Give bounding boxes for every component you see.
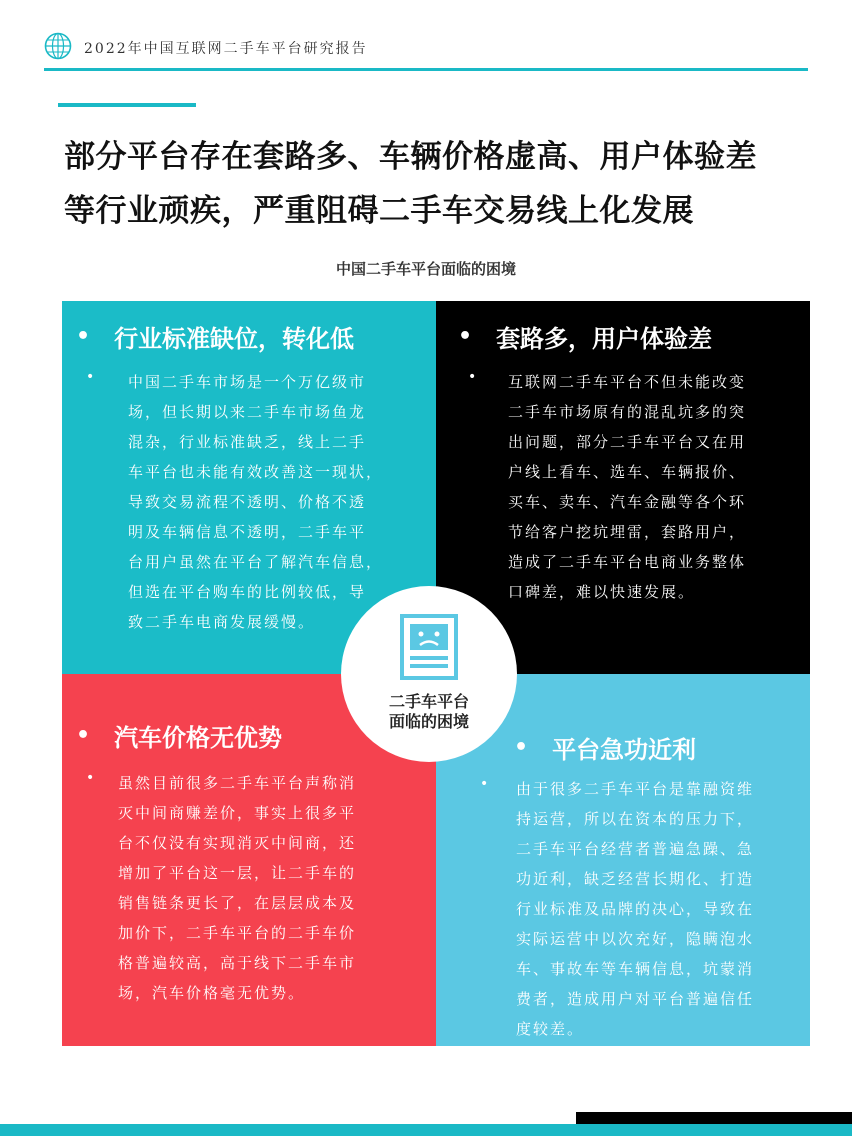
quadrant-title bbox=[514, 730, 696, 765]
body-line: 车平台也未能有效改善这一现状， bbox=[128, 463, 384, 481]
page-headline bbox=[64, 130, 804, 238]
body-line: 台不仅没有实现消灭中间商，还 bbox=[118, 834, 357, 852]
body-line: 明及车辆信息不透明，二手车平 bbox=[128, 523, 367, 541]
body-line: 场，但长期以来二手车市场鱼龙 bbox=[128, 403, 367, 421]
center-badge bbox=[343, 588, 515, 760]
figure-subtitle: 中国二手车平台面临的困境 bbox=[335, 260, 516, 278]
text-bullet: • bbox=[468, 369, 477, 385]
body-line: 销售链条更长了，在层层成本及 bbox=[118, 894, 357, 912]
body-line: 费者，造成用户对平台普遍信任 bbox=[516, 990, 755, 1008]
quadrant-title-text: 套路多，用户体验差 bbox=[496, 325, 713, 353]
center-label-line-2: 面临的困境 bbox=[388, 712, 469, 731]
quadrant-title-text: 平台急功近利 bbox=[552, 736, 697, 764]
bullet-dot: • bbox=[76, 324, 91, 349]
quadrant-body bbox=[118, 768, 356, 1008]
footer-black-bar bbox=[576, 1112, 852, 1124]
body-line: 度较差。 bbox=[516, 1020, 585, 1038]
quadrant-body bbox=[516, 774, 754, 1044]
bullet-dot: • bbox=[76, 723, 91, 748]
body-line: 增加了平台这一层，让二手车的 bbox=[118, 864, 357, 882]
body-line: 但选在平台购车的比例较低，导 bbox=[128, 583, 367, 601]
body-line: 车、事故车等车辆信息，坑蒙消 bbox=[516, 960, 755, 978]
bullet-dot: • bbox=[458, 324, 473, 349]
body-line: 场，汽车价格毫无优势。 bbox=[118, 984, 306, 1002]
body-line: 中国二手车市场是一个万亿级市 bbox=[128, 373, 367, 391]
body-line: 台用户虽然在平台了解汽车信息， bbox=[128, 553, 384, 571]
body-line: 虽然目前很多二手车平台声称消 bbox=[118, 774, 357, 792]
quadrant-body bbox=[508, 367, 746, 607]
footer-teal-bar bbox=[0, 1124, 852, 1136]
body-line: 由于很多二手车平台是靠融资维 bbox=[516, 780, 755, 798]
body-line: 二手车平台经营者普遍急躁、急 bbox=[516, 840, 755, 858]
body-line: 出问题，部分二手车平台又在用 bbox=[508, 433, 747, 451]
text-bullet: • bbox=[480, 776, 489, 792]
report-title: 2022年中国互联网二手车平台研究报告 bbox=[84, 41, 368, 57]
center-label bbox=[343, 692, 515, 732]
headline-line-2: 等行业顽疾，严重阻碍二手车交易线上化发展 bbox=[64, 193, 694, 229]
sad-document-icon bbox=[400, 614, 458, 680]
body-line: 口碑差，难以快速发展。 bbox=[508, 583, 696, 601]
body-line: 节给客户挖坑埋雷，套路用户， bbox=[508, 523, 747, 541]
body-line: 加价下，二手车平台的二手车价 bbox=[118, 924, 357, 942]
quadrant-body bbox=[128, 367, 383, 637]
body-line: 户线上看车、选车、车辆报价、 bbox=[508, 463, 747, 481]
body-line: 实际运营中以次充好，隐瞒泡水 bbox=[516, 930, 755, 948]
body-line: 混杂，行业标准缺乏，线上二手 bbox=[128, 433, 367, 451]
quadrant-title-text: 汽车价格无优势 bbox=[114, 724, 283, 752]
bullet-dot: • bbox=[514, 735, 529, 760]
globe-icon bbox=[44, 32, 72, 60]
quadrant-title-text: 行业标准缺位，转化低 bbox=[114, 325, 355, 353]
body-line: 互联网二手车平台不但未能改变 bbox=[508, 373, 747, 391]
body-line: 持运营，所以在资本的压力下， bbox=[516, 810, 755, 828]
quadrant-title bbox=[458, 319, 712, 354]
body-line: 二手车市场原有的混乱坑多的突 bbox=[508, 403, 747, 421]
headline-line-1: 部分平台存在套路多、车辆价格虚高、用户体验差 bbox=[64, 139, 757, 175]
text-bullet: • bbox=[86, 770, 95, 786]
body-line: 灭中间商赚差价，事实上很多平 bbox=[118, 804, 357, 822]
body-line: 造成了二手车平台电商业务整体 bbox=[508, 553, 747, 571]
text-bullet: • bbox=[86, 369, 95, 385]
body-line: 格普遍较高，高于线下二手车市 bbox=[118, 954, 357, 972]
center-label-line-1: 二手车平台 bbox=[388, 692, 469, 711]
body-line: 致二手车电商发展缓慢。 bbox=[128, 613, 316, 631]
body-line: 行业标准及品牌的决心，导致在 bbox=[516, 900, 755, 918]
body-line: 功近利，缺乏经营长期化、打造 bbox=[516, 870, 755, 888]
quadrant-title bbox=[76, 319, 354, 354]
body-line: 导致交易流程不透明、价格不透 bbox=[128, 493, 367, 511]
accent-bar bbox=[58, 103, 196, 107]
quadrant-title bbox=[76, 718, 282, 753]
body-line: 买车、卖车、汽车金融等各个环 bbox=[508, 493, 747, 511]
header-divider bbox=[44, 68, 808, 71]
